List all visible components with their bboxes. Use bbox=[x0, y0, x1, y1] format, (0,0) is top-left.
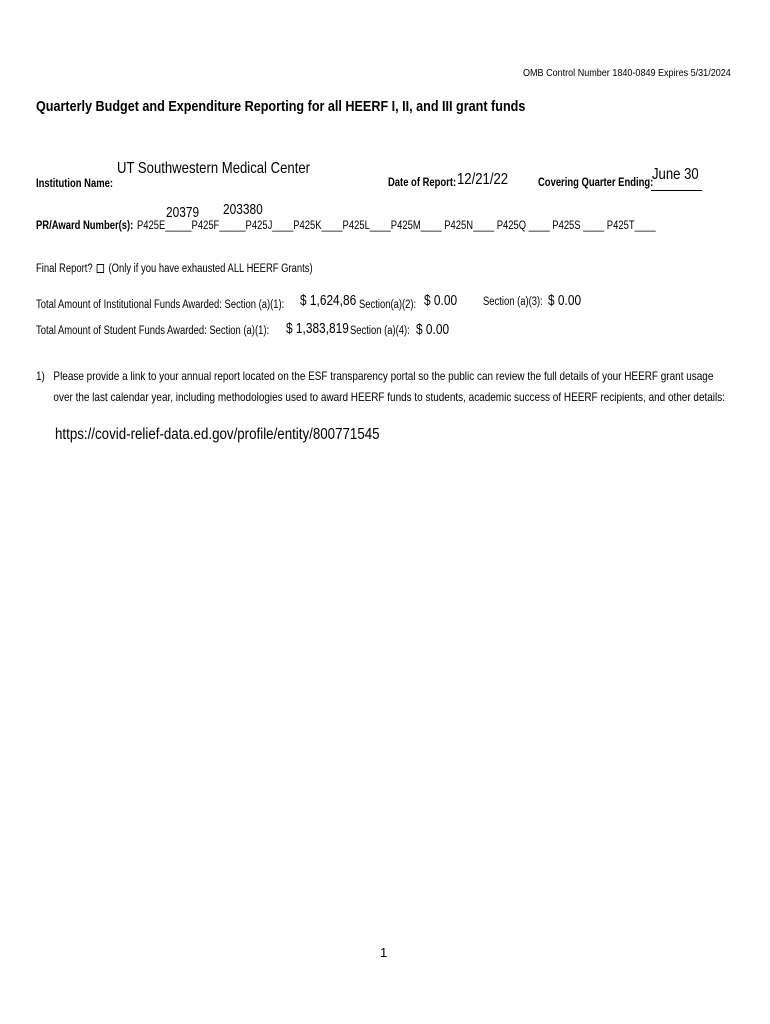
question-1 bbox=[36, 366, 733, 408]
final-report-note: (Only if you have exhausted ALL HEERF Grants) bbox=[108, 263, 313, 275]
date-of-report-label: Date of Report: bbox=[388, 177, 457, 189]
covering-quarter-field[interactable]: June 30 bbox=[652, 166, 699, 183]
annual-report-link-field[interactable]: https://covid-relief-data.ed.gov/profile/entity/800771545 bbox=[55, 426, 380, 443]
question-1-text: Please provide a link to your annual report located on the ESF transparency portal so the public can review the full details of your HEERF grant usage over the last calendar year, including methodologies used to award HEERF funds to students, academic success of HEERF recipients, and other details: bbox=[53, 369, 725, 404]
date-of-report-field[interactable]: 12/21/22 bbox=[457, 171, 509, 188]
section-a2-field[interactable]: $ 0.00 bbox=[424, 293, 458, 309]
page-number: 1 bbox=[380, 945, 388, 960]
question-1-number: 1) bbox=[36, 369, 45, 383]
final-report-row bbox=[36, 263, 313, 275]
award-numbers-label: PR/Award Number(s): bbox=[36, 220, 134, 232]
covering-quarter-label: Covering Quarter Ending: bbox=[538, 177, 654, 189]
institution-name-label: Institution Name: bbox=[36, 178, 114, 190]
section-a3-label: Section (a)(3): bbox=[483, 296, 543, 308]
final-report-checkbox[interactable] bbox=[97, 264, 104, 273]
student-funds-field[interactable]: $ 1,383,819 bbox=[286, 321, 349, 337]
covering-quarter-underline bbox=[651, 190, 702, 191]
section-a2-label: Section(a)(2): bbox=[359, 299, 417, 311]
omb-control-number: OMB Control Number 1840-0849 Expires 5/31/2024 bbox=[523, 67, 731, 79]
institutional-funds-label: Total Amount of Institutional Funds Awarded: Section (a)(1): bbox=[36, 299, 285, 311]
final-report-label: Final Report? bbox=[36, 263, 93, 275]
institutional-funds-field[interactable]: $ 1,624,86 bbox=[300, 293, 357, 309]
student-funds-label: Total Amount of Student Funds Awarded: Section (a)(1): bbox=[36, 325, 270, 337]
institution-name-field[interactable]: UT Southwestern Medical Center bbox=[117, 160, 311, 177]
award-p425e-field[interactable]: 20379 bbox=[166, 205, 200, 221]
page-title: Quarterly Budget and Expenditure Reporting for all HEERF I, II, and III grant funds bbox=[36, 98, 526, 115]
award-p425f-field[interactable]: 203380 bbox=[223, 202, 263, 218]
section-a4-field[interactable]: $ 0.00 bbox=[416, 322, 450, 338]
award-numbers-line: P425E_____P425F_____P425J____P425K____P425L____P425M____ P425N____ P425Q ____ P425S ____ P425T____ bbox=[137, 220, 656, 232]
section-a4-label: Section (a)(4): bbox=[350, 325, 410, 337]
section-a3-field[interactable]: $ 0.00 bbox=[548, 293, 582, 309]
